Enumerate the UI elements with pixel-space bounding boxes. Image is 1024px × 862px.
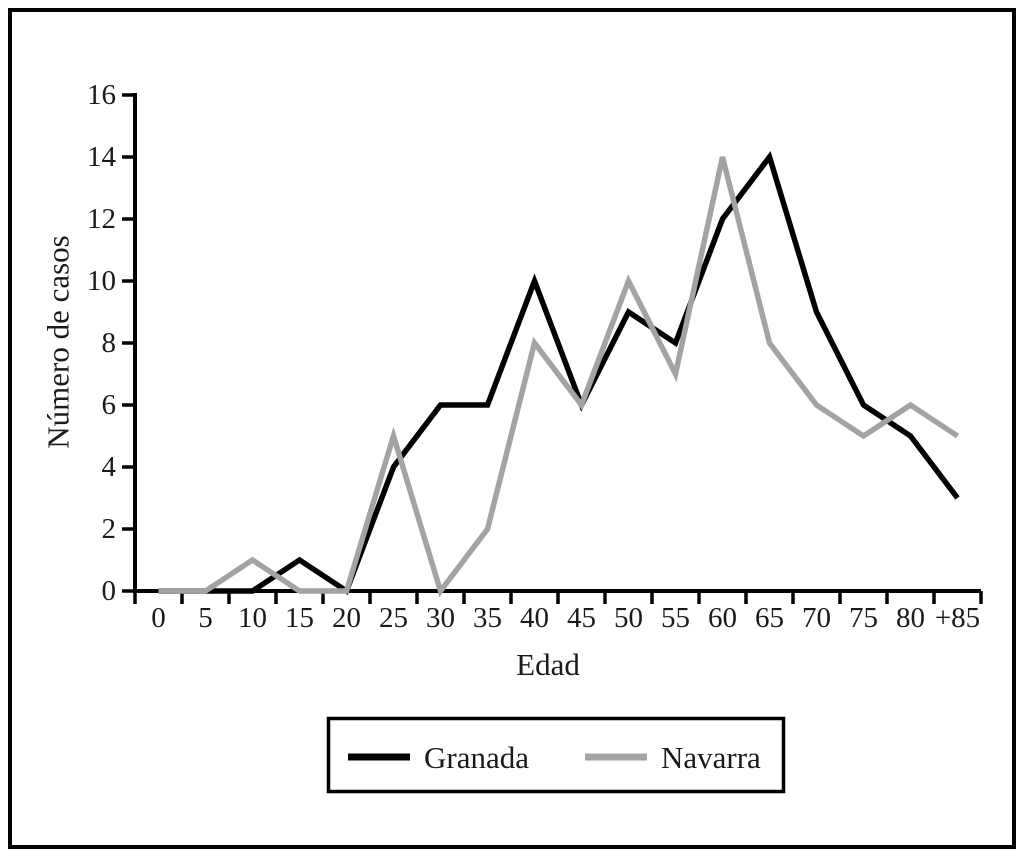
x-tick-label: 5: [198, 602, 213, 634]
x-tick-label: 35: [473, 602, 502, 634]
x-tick-label: 55: [661, 602, 690, 634]
x-tick-label: 60: [708, 602, 737, 634]
x-tick-label: 75: [849, 602, 878, 634]
x-tick-label: 25: [379, 602, 408, 634]
x-tick-label: 80: [896, 602, 925, 634]
x-tick-label: 0: [151, 602, 166, 634]
x-tick-label: 10: [238, 602, 267, 634]
legend-label-granada: Granada: [424, 740, 529, 775]
x-tick-label: 40: [520, 602, 549, 634]
x-axis-title: Edad: [516, 647, 580, 682]
y-tick-label: 16: [87, 79, 116, 111]
x-tick-label: 70: [802, 602, 831, 634]
x-tick-label: 45: [567, 602, 596, 634]
x-tick-label: +85: [934, 602, 981, 634]
x-tick-label: 15: [285, 602, 314, 634]
x-tick-label: 30: [426, 602, 455, 634]
x-tick-label: 65: [755, 602, 784, 634]
y-tick-label: 14: [87, 141, 116, 173]
x-tick-label: 20: [332, 602, 361, 634]
y-tick-label: 10: [87, 265, 116, 297]
chart-frame-border: [8, 8, 1016, 849]
x-tick-label: 50: [614, 602, 643, 634]
y-tick-label: 4: [101, 451, 116, 483]
y-tick-label: 8: [101, 327, 116, 359]
y-tick-label: 0: [101, 575, 116, 607]
y-tick-label: 6: [101, 389, 116, 421]
y-tick-label: 2: [101, 513, 116, 545]
legend-label-navarra: Navarra: [661, 740, 761, 775]
y-axis-title: Número de casos: [40, 235, 76, 449]
y-tick-label: 12: [87, 203, 116, 235]
